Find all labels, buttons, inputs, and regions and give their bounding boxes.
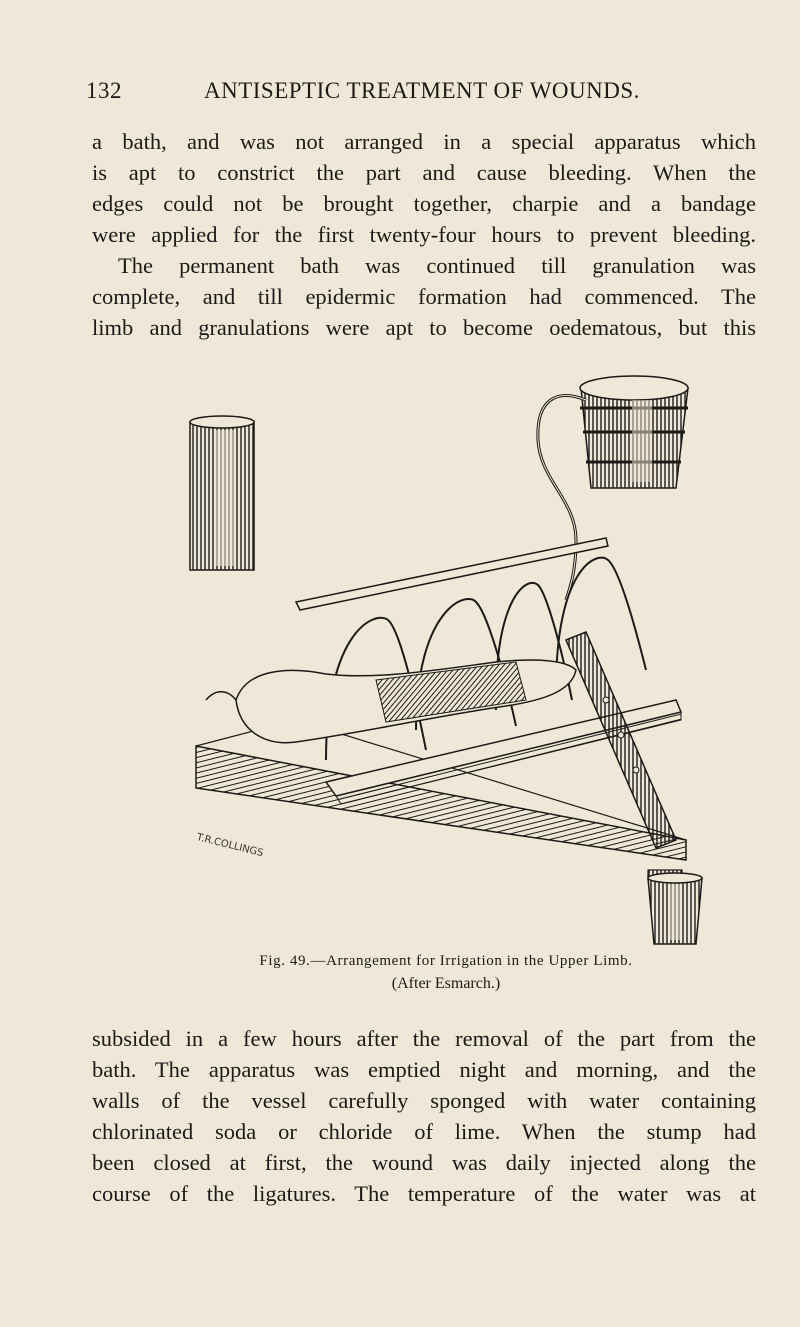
text-line: edges could not be brought together, charpie and a bandage <box>92 191 756 216</box>
text-line: were applied for the first twenty-four hours to prevent bleeding. <box>92 222 756 247</box>
top-paragraph <box>92 126 756 343</box>
bottom-paragraph <box>92 1023 756 1209</box>
receiving-vessel <box>642 872 712 948</box>
running-title: ANTISEPTIC TREATMENT OF WOUNDS. <box>204 78 640 103</box>
hanging-bucket <box>580 376 688 488</box>
text-line: been closed at first, the wound was daily injected along the <box>92 1150 756 1175</box>
figure-caption: Fig. 49.—Arrangement for Irrigation in the Upper Limb. <box>259 953 633 969</box>
text-line: is apt to constrict the part and cause bleeding. When the <box>92 160 756 185</box>
irrigation-apparatus-illustration <box>176 370 696 880</box>
running-head <box>86 78 672 112</box>
engraver-signature: T.R.COLLINGS <box>195 832 265 860</box>
text-line: bath. The apparatus was emptied night and morning, and the <box>92 1057 756 1082</box>
text-line: chlorinated soda or chloride of lime. When the stump had <box>92 1119 756 1144</box>
text-line: complete, and till epidermic formation had commenced. The <box>92 284 756 309</box>
cradle-bar <box>296 538 608 610</box>
text-line: subsided in a few hours after the removal of the part from the <box>92 1026 756 1051</box>
text-line: The permanent bath was continued till granulation was <box>118 253 756 278</box>
text-line: walls of the vessel carefully sponged with water containing <box>92 1088 756 1113</box>
text-line: a bath, and was not arranged in a special apparatus which <box>92 129 756 154</box>
bandaged-arm <box>206 660 576 743</box>
text-line: limb and granulations were apt to become oedematous, but this <box>92 315 756 340</box>
left-cylinder-vessel <box>190 416 254 570</box>
text-line: course of the ligatures. The temperature of the water was at <box>92 1181 756 1206</box>
page-number: 132 <box>86 78 122 103</box>
figure-source: (After Esmarch.) <box>391 975 501 992</box>
